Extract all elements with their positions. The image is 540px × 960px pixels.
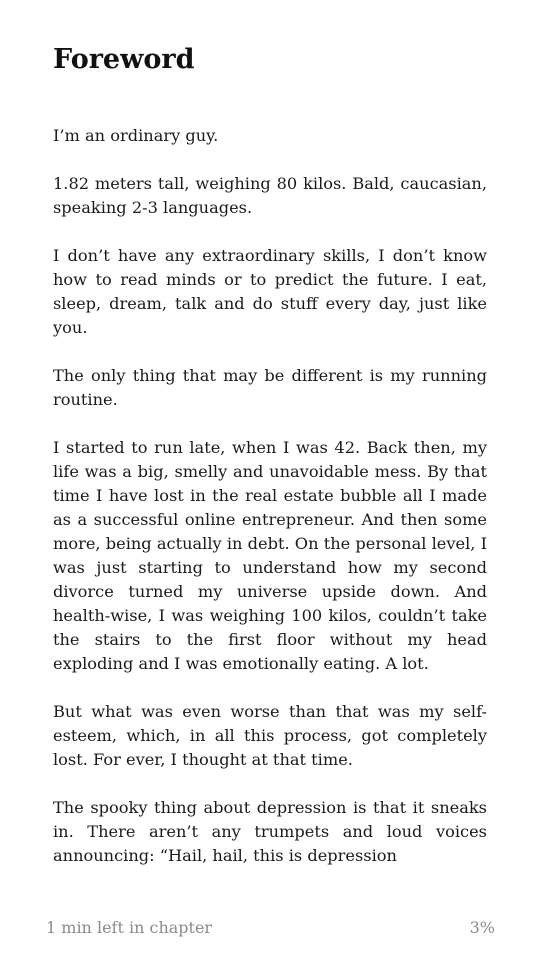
time-left-in-chapter: 1 min left in chapter [46,917,213,937]
paragraph: I started to run late, when I was 42. Back then, my life was a big, smelly and unavoidable mess. By that time I have lost in the real estate bubble all I made as a successful online entrepreneur. And then some more, being actually in debt. On the personal level, I was just starting to understand how my second divorce turned my universe upside down. And health-wise, I was weighing 100 kilos, couldn’t take the stairs to the first floor without my head exploding and I was emotionally eating. A lot. [53,438,487,673]
reading-progress-footer [46,914,495,940]
paragraph: The spooky thing about depression is that it sneaks in. There aren’t any trumpets and loud voices announcing: “Hail, hail, this is depression [53,798,487,865]
paragraph: I don’t have any extraordinary skills, I don’t know how to read minds or to predict the future. I eat, sleep, dream, talk and do stuff every day, just like you. [53,246,487,337]
paragraph: But what was even worse than that was my self-esteem, which, in all this process, got completely lost. For ever, I thought at that time. [53,702,487,769]
paragraph: 1.82 meters tall, weighing 80 kilos. Bald, caucasian, speaking 2-3 languages. [53,174,487,217]
chapter-title: Foreword [53,44,195,75]
chapter-body [53,124,487,892]
paragraph: I’m an ordinary guy. [53,126,219,145]
paragraph: The only thing that may be different is my running routine. [53,366,487,409]
book-progress-percent: 3% [469,917,495,937]
